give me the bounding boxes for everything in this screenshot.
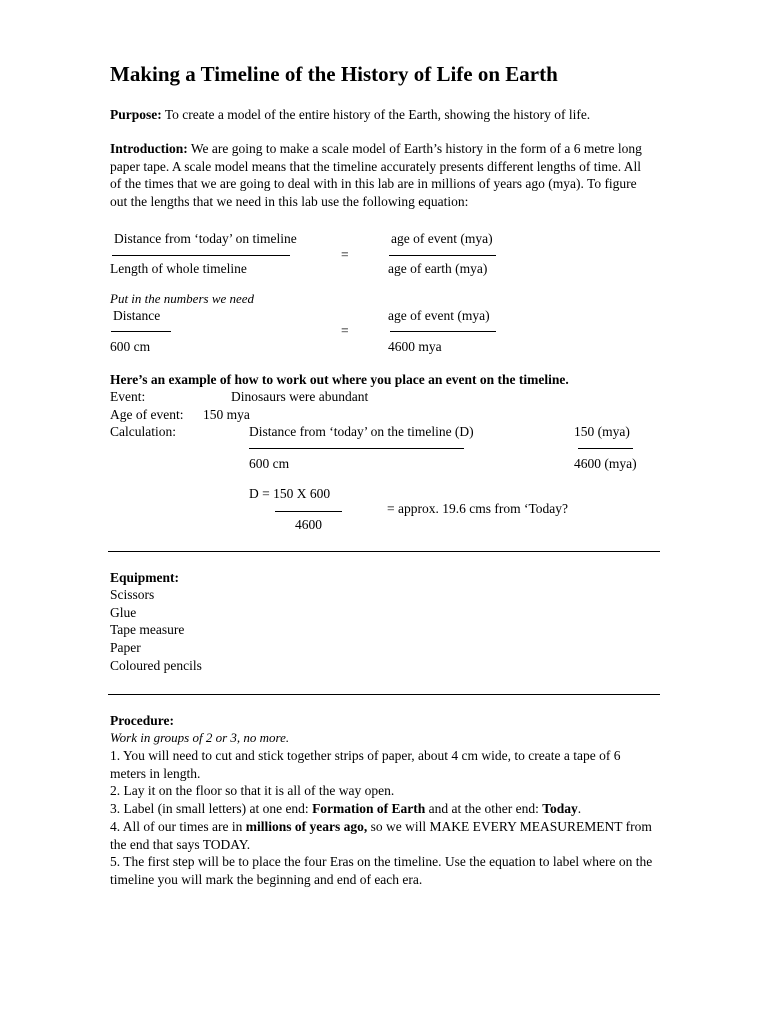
age-of-event-value: 150 mya bbox=[203, 407, 250, 422]
equation1-left-denominator: Length of whole timeline bbox=[110, 261, 247, 276]
calculation-result: = approx. 19.6 cms from ‘Today? bbox=[387, 501, 568, 516]
step3-formation-of-earth: Formation of Earth bbox=[312, 801, 426, 816]
step3-text: 3. Label (in small letters) at one end: bbox=[110, 801, 313, 816]
equation2-left-numerator: Distance bbox=[113, 308, 161, 323]
purpose-paragraph bbox=[110, 106, 655, 124]
equation1-right-fraction-bar bbox=[389, 255, 496, 256]
equation2-right-numerator: age of event (mya) bbox=[388, 308, 490, 323]
calculation-fraction-bar bbox=[249, 448, 464, 449]
step3-text: . bbox=[577, 801, 582, 816]
equation2-left-fraction-bar bbox=[111, 331, 171, 332]
numbers-note: Put in the numbers we need bbox=[110, 291, 255, 306]
equation2-equals-sign: = bbox=[341, 323, 349, 338]
introduction-label: Introduction: bbox=[110, 141, 188, 156]
calculation-label: Calculation: bbox=[110, 424, 176, 439]
procedure-note: Work in groups of 2 or 3, no more. bbox=[110, 730, 290, 745]
calculation-right-numerator: 150 (mya) bbox=[574, 424, 630, 439]
calculation-right-fraction-bar bbox=[578, 448, 633, 449]
step3-text: and at the other end: bbox=[425, 801, 543, 816]
step3-today: Today bbox=[542, 801, 578, 816]
calculation-denominator: 600 cm bbox=[249, 456, 290, 471]
procedure-step: 1. You will need to cut and stick together strips of paper, about 4 cm wide, to create a tape of 6 meters in length. bbox=[110, 748, 621, 781]
introduction-paragraph bbox=[110, 140, 655, 210]
procedure-step: 5. The first step will be to place the four Eras on the timeline. Use the equation to label where on the timeline you will mark the beginning and end of each era. bbox=[110, 854, 653, 887]
calculation-right-denominator: 4600 (mya) bbox=[574, 456, 637, 471]
equipment-item: Scissors bbox=[110, 587, 155, 602]
calculation-numerator: Distance from ‘today’ on the timeline (D) bbox=[249, 424, 474, 439]
age-of-event-label: Age of event: bbox=[110, 407, 184, 422]
equation2-right-denominator: 4600 mya bbox=[388, 339, 442, 354]
introduction-text: We are going to make a scale model of Earth’s history in the form of a 6 metre long paper tape. A scale model means that the timeline accurately presents different lengths of time. All of the times that we are going to deal with in this lab are in millions of years ago (mya). To figure out the lengths that we need in this lab use the following equation: bbox=[110, 141, 642, 209]
procedure-step bbox=[110, 818, 655, 853]
equipment-item: Glue bbox=[110, 605, 137, 620]
equipment-item: Tape measure bbox=[110, 622, 185, 637]
event-label: Event: bbox=[110, 389, 146, 404]
section-divider bbox=[108, 551, 660, 552]
section-divider bbox=[108, 694, 660, 695]
equation1-right-denominator: age of earth (mya) bbox=[388, 261, 488, 276]
equipment-item: Paper bbox=[110, 640, 141, 655]
equation1-left-numerator: Distance from ‘today’ on timeline bbox=[114, 231, 297, 246]
d-formula: D = 150 X 600 bbox=[249, 486, 331, 501]
equipment-item: Coloured pencils bbox=[110, 658, 202, 673]
equation2-right-fraction-bar bbox=[390, 331, 496, 332]
step4-text: 4. All of our times are in bbox=[110, 819, 246, 834]
d-formula-fraction-bar bbox=[275, 511, 342, 512]
equation1-left-fraction-bar bbox=[112, 255, 290, 256]
step4-text: so we will MAKE EVERY MEASUREMENT from the end that says TODAY. bbox=[110, 819, 652, 852]
step4-millions-of-years-ago: millions of years ago, bbox=[245, 819, 368, 834]
page-title: Making a Timeline of the History of Life on Earth bbox=[110, 62, 558, 86]
procedure-step bbox=[110, 800, 655, 818]
equipment-heading: Equipment: bbox=[110, 570, 180, 585]
example-heading: Here’s an example of how to work out where you place an event on the timeline. bbox=[110, 372, 569, 387]
equation2-left-denominator: 600 cm bbox=[110, 339, 151, 354]
d-formula-denominator: 4600 bbox=[295, 517, 322, 532]
procedure-step: 2. Lay it on the floor so that it is all of the way open. bbox=[110, 783, 395, 798]
purpose-text: To create a model of the entire history of the Earth, showing the history of life. bbox=[161, 107, 591, 122]
equation1-right-numerator: age of event (mya) bbox=[391, 231, 493, 246]
procedure-heading: Procedure: bbox=[110, 713, 174, 728]
equation1-equals-sign: = bbox=[341, 247, 349, 262]
event-value: Dinosaurs were abundant bbox=[231, 389, 369, 404]
purpose-label: Purpose: bbox=[110, 107, 162, 122]
